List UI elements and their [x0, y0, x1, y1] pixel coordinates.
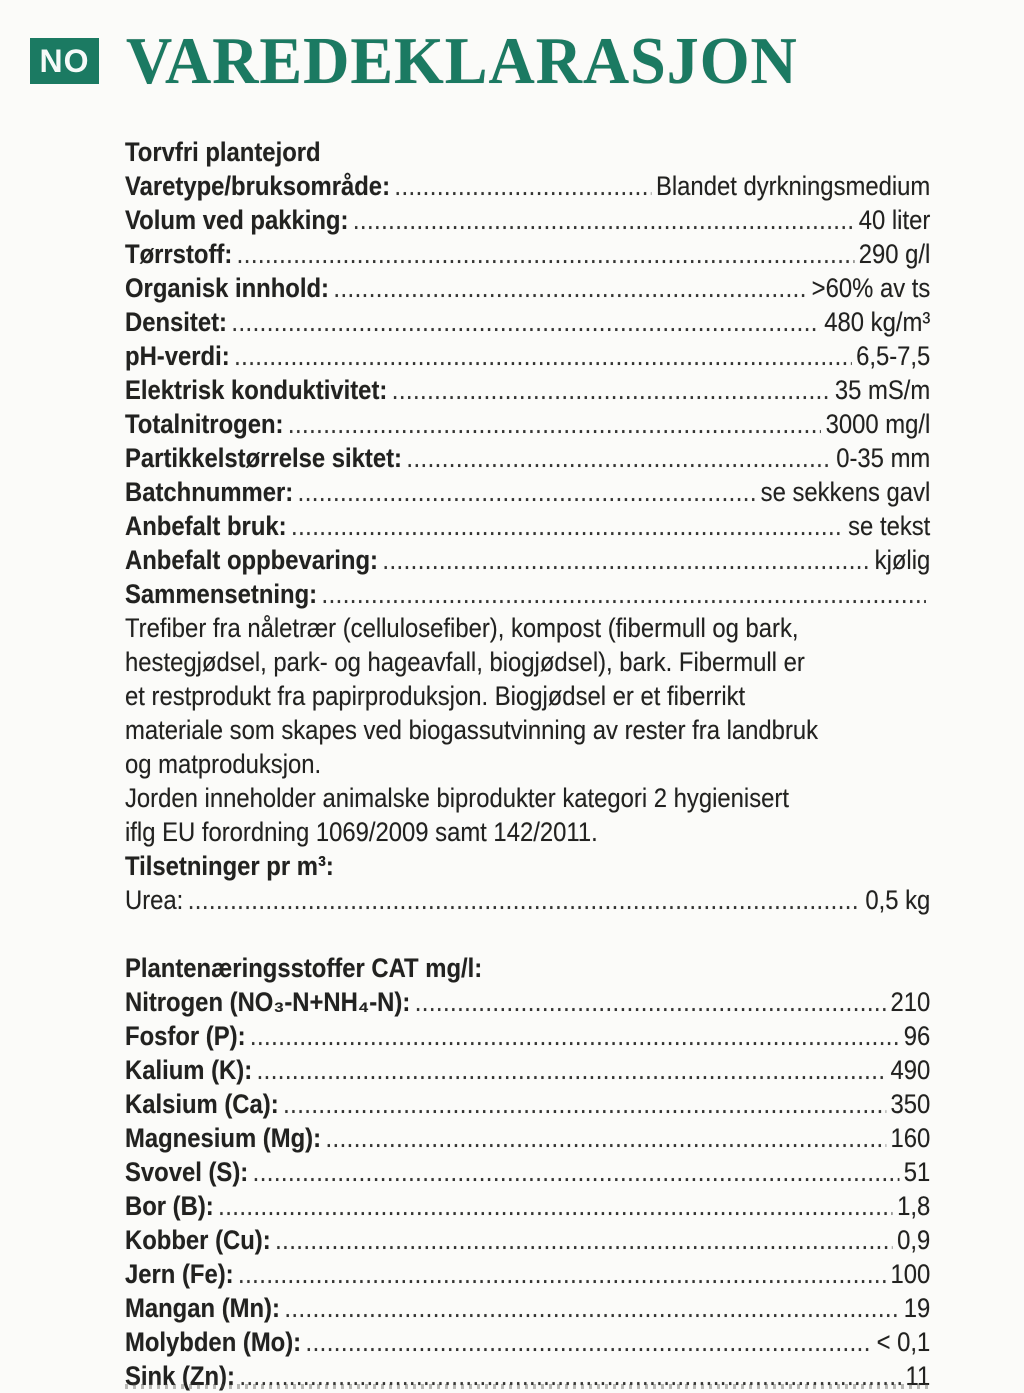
nutrient-row: [125, 1087, 930, 1121]
nutrient-row-value: 19: [903, 1293, 931, 1323]
nutrient-row: [125, 1291, 930, 1325]
leader-dots: [284, 1291, 899, 1325]
nutrient-row-value: 160: [890, 1123, 931, 1153]
spacer: [125, 917, 930, 951]
spec-row: [125, 407, 930, 441]
spec-row-value: Blandet dyrkningsmedium: [655, 171, 931, 201]
spec-row-label: Partikkelstørrelse siktet:: [125, 443, 402, 473]
additive-row-label: Urea:: [125, 885, 184, 915]
spec-row-value: 290 g/l: [858, 239, 931, 269]
leader-dots: [283, 1087, 886, 1121]
leader-dots: [238, 1257, 886, 1291]
additive-row-value: 0,5 kg: [865, 885, 931, 915]
nutrient-row: [125, 1223, 930, 1257]
leader-dots: [382, 543, 870, 577]
leader-dots: [291, 509, 844, 543]
leader-dots: [188, 883, 861, 917]
leader-dots: [415, 985, 886, 1019]
spec-row-label: Anbefalt oppbevaring:: [125, 545, 378, 575]
leader-dots: [288, 407, 821, 441]
nutrient-row-value: < 0,1: [876, 1327, 931, 1357]
spec-row: [125, 441, 930, 475]
leader-dots: [218, 1189, 893, 1223]
language-badge: NO: [30, 38, 99, 84]
spec-row-label: Sammensetning:: [125, 579, 318, 609]
spec-row-value: se tekst: [848, 511, 931, 541]
nutrient-row-value: 210: [890, 987, 931, 1017]
nutrient-row-value: 51: [903, 1157, 931, 1187]
leader-dots: [237, 237, 855, 271]
leader-dots: [275, 1223, 893, 1257]
spec-row-value: >60% av ts: [811, 273, 931, 303]
nutrient-row-label: Molybden (Mo):: [125, 1327, 302, 1357]
nutrient-row: [125, 1257, 930, 1291]
spec-row-value: kjølig: [874, 545, 931, 575]
nutrient-row-value: 1,8: [897, 1191, 931, 1221]
nutrients-heading: Plantenæringsstoffer CAT mg/l:: [125, 953, 483, 983]
spec-table: [125, 169, 930, 611]
spec-row-value: 0-35 mm: [836, 443, 931, 473]
nutrient-row-label: Bor (B):: [125, 1191, 214, 1221]
spec-row: [125, 373, 930, 407]
leader-dots: [322, 577, 926, 611]
nutrient-row-label: Mangan (Mn):: [125, 1293, 280, 1323]
spec-row: [125, 475, 930, 509]
spec-row: [125, 271, 930, 305]
nutrient-row: [125, 985, 930, 1019]
spec-row-label: Varetype/bruksområde:: [125, 171, 391, 201]
nutrient-row-label: Sink (Zn):: [125, 1361, 235, 1391]
spec-row-label: Densitet:: [125, 307, 228, 337]
header: [0, 0, 1024, 98]
nutrient-row-label: Fosfor (P):: [125, 1021, 246, 1051]
spec-row-label: Totalnitrogen:: [125, 409, 284, 439]
leader-dots: [406, 441, 831, 475]
nutrient-row: [125, 1019, 930, 1053]
leader-dots: [231, 305, 819, 339]
spec-row: [125, 305, 930, 339]
spec-row-label: Tørrstoff:: [125, 239, 233, 269]
nutrient-row-value: 11: [905, 1361, 931, 1391]
leader-dots: [306, 1325, 873, 1359]
spec-row-value: 3000 mg/l: [825, 409, 931, 439]
nutrient-row-label: Svovel (S):: [125, 1157, 249, 1187]
leader-dots: [353, 203, 854, 237]
additive-row: [125, 883, 930, 917]
nutrient-row-label: Jern (Fe):: [125, 1259, 234, 1289]
spec-row: [125, 169, 930, 203]
composition-paragraph: [125, 611, 930, 781]
paragraph-line: et restprodukt fra papirproduksjon. Biogjødsel er et fiberrikt: [125, 681, 746, 711]
leader-dots: [392, 373, 831, 407]
leader-dots: [250, 1019, 899, 1053]
leader-dots: [394, 169, 651, 203]
nutrient-row-value: 100: [890, 1259, 931, 1289]
spec-row-label: Organisk innhold:: [125, 273, 329, 303]
nutrient-row-label: Kalium (K):: [125, 1055, 253, 1085]
leader-dots: [253, 1155, 900, 1189]
spec-row-value: 35 mS/m: [834, 375, 931, 405]
nutrient-row-value: 490: [890, 1055, 931, 1085]
spec-row-value: 40 liter: [858, 205, 931, 235]
leader-dots: [325, 1121, 886, 1155]
paragraph-line: og matproduksjon.: [125, 749, 322, 779]
nutrient-row: [125, 1155, 930, 1189]
additives-heading: Tilsetninger pr m³:: [125, 851, 334, 881]
paragraph-line: materiale som skapes ved biogassutvinning av rester fra landbruk: [125, 715, 819, 745]
paragraph-line: iflg EU forordning 1069/2009 samt 142/2011.: [125, 817, 598, 847]
spec-row: [125, 203, 930, 237]
nutrients-table: [125, 985, 930, 1393]
declaration-body: [125, 135, 930, 1393]
spec-row-label: pH-verdi:: [125, 341, 230, 371]
leader-dots: [257, 1053, 887, 1087]
nutrient-row: [125, 1189, 930, 1223]
nutrient-row-value: 350: [890, 1089, 931, 1119]
spec-row: [125, 237, 930, 271]
nutrient-row: [125, 1325, 930, 1359]
paragraph-line: hestegjødsel, park- og hageavfall, biogjødsel), bark. Fibermull er: [125, 647, 805, 677]
leader-dots: [298, 475, 757, 509]
nutrient-row: [125, 1121, 930, 1155]
nutrient-row-label: Kalsium (Ca):: [125, 1089, 279, 1119]
spec-row-label: Batchnummer:: [125, 477, 294, 507]
cropped-next-row: [125, 1384, 933, 1389]
spec-row: [125, 543, 930, 577]
nutrient-row-label: Kobber (Cu):: [125, 1225, 271, 1255]
spec-row-label: Volum ved pakking:: [125, 205, 349, 235]
nutrient-row-value: 0,9: [897, 1225, 931, 1255]
product-name: Torvfri plantejord: [125, 137, 321, 167]
spec-row: [125, 577, 930, 611]
spec-row-value: 480 kg/m³: [824, 307, 931, 337]
spec-row-label: Anbefalt bruk:: [125, 511, 287, 541]
page-title: VAREDEKLARASJON: [126, 23, 798, 98]
paragraph-line: Jorden inneholder animalske biprodukter kategori 2 hygienisert: [125, 783, 789, 813]
spec-row-value: se sekkens gavl: [760, 477, 931, 507]
spec-row-value: 6,5-7,5: [856, 341, 931, 371]
spec-row-label: Elektrisk konduktivitet:: [125, 375, 388, 405]
spec-row: [125, 339, 930, 373]
nutrient-row: [125, 1053, 930, 1087]
leader-dots: [234, 339, 852, 373]
leader-dots: [333, 271, 807, 305]
paragraph-line: Trefiber fra nåletrær (cellulosefiber), kompost (fibermull og bark,: [125, 613, 799, 643]
additives-table: [125, 883, 930, 917]
nutrient-row-label: Nitrogen (NO₃-N+NH₄-N):: [125, 987, 411, 1017]
spec-row: [125, 509, 930, 543]
nutrient-row-value: 96: [903, 1021, 931, 1051]
nutrient-row-label: Magnesium (Mg):: [125, 1123, 322, 1153]
hygiene-paragraph: [125, 781, 930, 849]
